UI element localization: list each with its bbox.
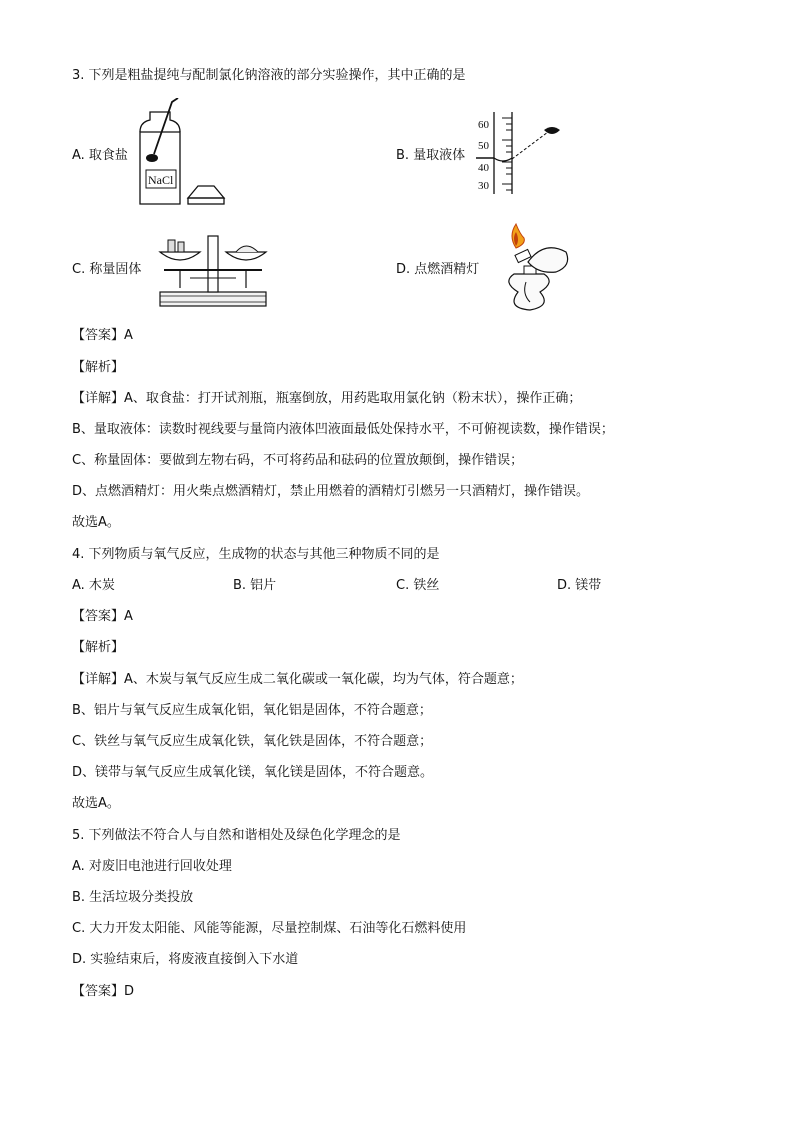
q4-answer: 【答案】A	[72, 609, 133, 624]
q3-analysis-heading: 【解析】	[72, 360, 125, 375]
q4-detail-c: C、铁丝与氧气反应生成氧化铁，氧化铁是固体，不符合题意；	[72, 734, 433, 749]
nacl-label: NaCl	[148, 173, 174, 187]
q4-analysis-heading: 【解析】	[72, 640, 125, 655]
q5-option-b: B. 生活垃圾分类投放	[72, 890, 194, 905]
q3-answer: 【答案】A	[72, 328, 133, 343]
q4-stem: 4. 下列物质与氧气反应，生成物的状态与其他三种物质不同的是	[72, 547, 440, 562]
q4-option-d: D. 镁带	[557, 578, 602, 593]
q5-stem: 5. 下列做法不符合人与自然和谐相处及绿色化学理念的是	[72, 828, 401, 843]
q5-option-d: D. 实验结束后，将废液直接倒入下水道	[72, 952, 299, 967]
q3-conclusion: 故选A。	[72, 515, 120, 530]
q5-option-a: A. 对废旧电池进行回收处理	[72, 859, 232, 874]
q3-figure-measure-liquid	[474, 110, 564, 196]
q3-detail-d: D、点燃酒精灯：用火柴点燃酒精灯，禁止用燃着的酒精灯引燃另一只酒精灯，操作错误。	[72, 484, 590, 499]
q3-option-a-label: A. 取食盐	[72, 148, 128, 163]
q4-detail-b: B、铝片与氧气反应生成氧化铝，氧化铝是固体，不符合题意；	[72, 703, 432, 718]
q5-option-c: C. 大力开发太阳能、风能等能源，尽量控制煤、石油等化石燃料使用	[72, 921, 467, 936]
q3-detail-a: 【详解】A、取食盐：打开试剂瓶，瓶塞倒放，用药匙取用氯化钠（粉末状），操作正确；	[72, 391, 582, 406]
svg-text:60: 60	[478, 119, 489, 131]
q3-figure-take-salt	[132, 98, 242, 210]
q3-detail-b: B、量取液体：读数时视线要与量筒内液体凹液面最低处保持水平，不可俯视读数，操作错误；	[72, 422, 614, 437]
q3-option-d-label: D. 点燃酒精灯	[396, 262, 480, 277]
svg-text:30: 30	[478, 180, 489, 192]
q4-option-a: A. 木炭	[72, 578, 115, 593]
q5-answer: 【答案】D	[72, 984, 135, 999]
q4-option-c: C. 铁丝	[396, 578, 440, 593]
q3-figure-balance	[150, 228, 276, 312]
q4-option-b: B. 铝片	[233, 578, 277, 593]
svg-text:40: 40	[478, 162, 489, 174]
svg-text:50: 50	[478, 140, 489, 152]
q4-detail-a: 【详解】A、木炭与氧气反应生成二氧化碳或一氧化碳，均为气体，符合题意；	[72, 672, 523, 687]
q3-stem: 3. 下列是粗盐提纯与配制氯化钠溶液的部分实验操作，其中正确的是	[72, 68, 466, 83]
q3-figure-alcohol-lamps	[482, 222, 578, 316]
q3-option-c-label: C. 称量固体	[72, 262, 142, 277]
q3-option-b-label: B. 量取液体	[396, 148, 466, 163]
q4-conclusion: 故选A。	[72, 796, 120, 811]
q3-detail-c: C、称量固体：要做到左物右码，不可将药品和砝码的位置放颠倒，操作错误；	[72, 453, 524, 468]
eye-icon	[544, 127, 560, 134]
q4-detail-d: D、镁带与氧气反应生成氧化镁，氧化镁是固体，不符合题意。	[72, 765, 434, 780]
